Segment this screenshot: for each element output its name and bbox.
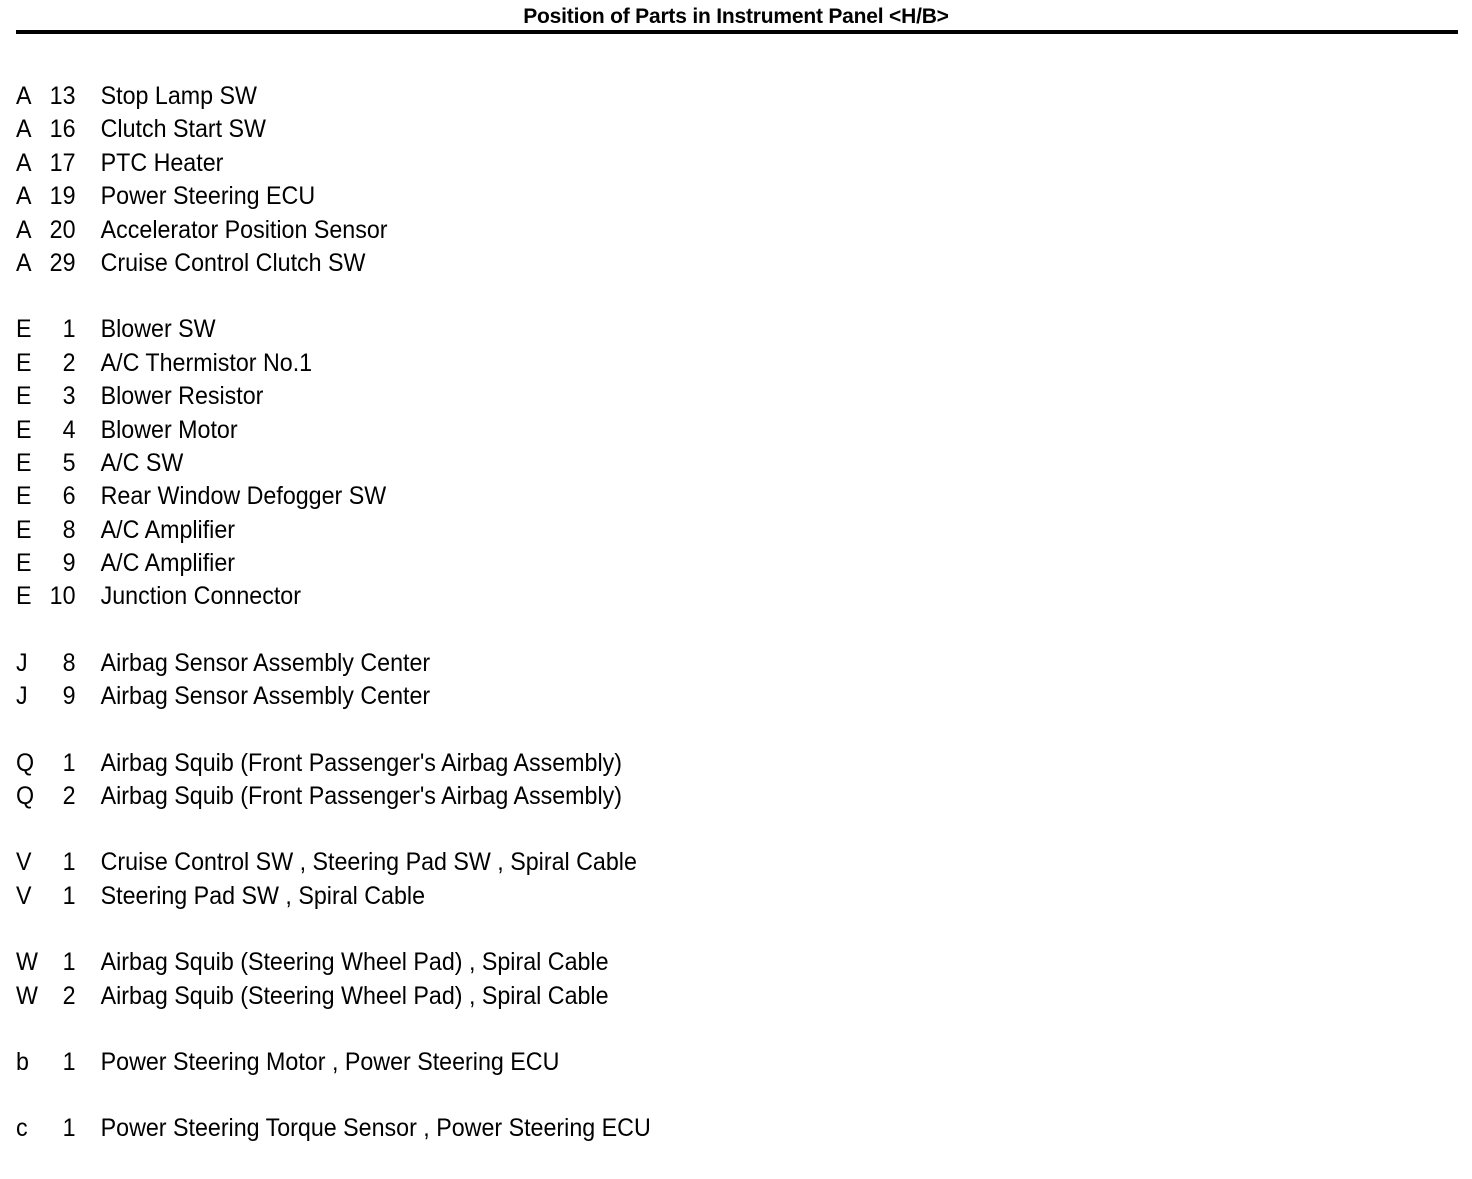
connector-code: A [16, 182, 32, 211]
connector-number: 8 [62, 515, 76, 544]
part-name: Power Steering ECU [100, 182, 316, 211]
connector-number: 5 [62, 448, 76, 477]
part-row [16, 313, 1318, 346]
part-name: Blower Resistor [100, 382, 264, 411]
parts-group [16, 80, 1416, 280]
part-row [16, 846, 1318, 879]
part-name: Clutch Start SW [100, 115, 267, 144]
part-name: Accelerator Position Sensor [100, 215, 388, 244]
connector-number: 2 [62, 981, 76, 1010]
connector-number: 6 [62, 482, 76, 511]
part-name: Junction Connector [100, 582, 301, 611]
part-row [16, 380, 1318, 413]
connector-number: 1 [62, 881, 76, 910]
part-row [16, 347, 1318, 380]
connector-code: E [16, 382, 32, 411]
part-name: Stop Lamp SW [100, 82, 258, 110]
part-name: A/C Amplifier [100, 515, 236, 544]
parts-group [16, 747, 1416, 814]
connector-number: 1 [62, 948, 76, 977]
part-row [16, 1112, 1318, 1145]
connector-number: 9 [62, 549, 76, 578]
part-row [16, 647, 1318, 680]
connector-code: W [16, 948, 38, 977]
connector-number: 20 [49, 215, 76, 244]
part-name: Steering Pad SW , Spiral Cable [100, 881, 425, 910]
connector-number: 1 [62, 315, 76, 344]
connector-code: b [16, 1047, 29, 1076]
parts-group [16, 313, 1416, 614]
connector-number: 10 [49, 582, 76, 611]
connector-code: A [16, 115, 32, 144]
connector-code: E [16, 582, 32, 611]
parts-group [16, 1046, 1416, 1079]
connector-number: 16 [49, 115, 76, 144]
part-row [16, 247, 1318, 280]
part-row [16, 180, 1318, 213]
connector-number: 2 [62, 348, 76, 377]
connector-number: 13 [49, 82, 76, 110]
connector-number: 3 [62, 382, 76, 411]
connector-number: 29 [49, 248, 76, 277]
title-divider [16, 30, 1458, 34]
part-name: Cruise Control SW , Steering Pad SW , Spiral Cable [100, 848, 637, 877]
connector-number: 1 [62, 748, 76, 777]
parts-group [16, 946, 1416, 1013]
part-row [16, 113, 1318, 146]
part-row [16, 946, 1318, 979]
part-row [16, 980, 1318, 1013]
connector-code: A [16, 215, 32, 244]
connector-code: A [16, 248, 32, 277]
connector-code: J [16, 682, 28, 711]
part-name: Airbag Sensor Assembly Center [100, 682, 431, 711]
part-name: Rear Window Defogger SW [100, 482, 387, 511]
part-name: Power Steering Torque Sensor , Power Steering ECU [100, 1114, 651, 1143]
part-name: A/C Thermistor No.1 [100, 348, 313, 377]
connector-number: 1 [62, 1114, 76, 1143]
connector-code: V [16, 881, 32, 910]
connector-code: E [16, 482, 32, 511]
part-name: Airbag Squib (Front Passenger's Airbag Assembly) [100, 782, 622, 811]
connector-number: 4 [62, 415, 76, 444]
connector-code: E [16, 315, 32, 344]
connector-number: 9 [62, 682, 76, 711]
part-name: Cruise Control Clutch SW [100, 248, 366, 277]
connector-number: 19 [49, 182, 76, 211]
connector-code: A [16, 148, 32, 177]
part-name: Airbag Squib (Steering Wheel Pad) , Spiral Cable [100, 948, 609, 977]
part-row [16, 147, 1318, 180]
part-name: Airbag Squib (Front Passenger's Airbag Assembly) [100, 748, 622, 777]
part-row [16, 214, 1318, 247]
connector-number: 2 [62, 782, 76, 811]
connector-code: W [16, 981, 38, 1010]
part-row [16, 480, 1318, 513]
connector-code: J [16, 648, 28, 677]
connector-number: 1 [62, 1047, 76, 1076]
connector-code: A [16, 82, 32, 110]
part-row [16, 1046, 1318, 1079]
parts-group [16, 846, 1416, 913]
part-name: Airbag Sensor Assembly Center [100, 648, 431, 677]
part-row [16, 80, 1318, 113]
parts-group [16, 1112, 1416, 1145]
part-row [16, 880, 1318, 913]
part-row [16, 447, 1318, 480]
part-row [16, 780, 1318, 813]
part-name: Blower Motor [100, 415, 238, 444]
part-name: Blower SW [100, 315, 216, 344]
connector-code: V [16, 848, 32, 877]
parts-group [16, 647, 1416, 714]
part-name: A/C SW [100, 448, 184, 477]
part-row [16, 514, 1318, 547]
part-row [16, 580, 1318, 613]
part-row [16, 747, 1318, 780]
connector-code: c [16, 1114, 28, 1143]
connector-code: Q [16, 782, 35, 811]
connector-code: Q [16, 748, 35, 777]
connector-code: E [16, 448, 32, 477]
connector-number: 1 [62, 848, 76, 877]
part-name: PTC Heater [100, 148, 224, 177]
page-title: Position of Parts in Instrument Panel <H/B> [523, 5, 949, 28]
part-name: A/C Amplifier [100, 549, 236, 578]
connector-number: 8 [62, 648, 76, 677]
part-name: Power Steering Motor , Power Steering ECU [100, 1047, 560, 1076]
connector-number: 17 [49, 148, 76, 177]
part-row [16, 414, 1318, 447]
part-row [16, 547, 1318, 580]
connector-code: E [16, 515, 32, 544]
connector-code: E [16, 348, 32, 377]
part-row [16, 680, 1318, 713]
parts-list [16, 80, 1416, 1179]
connector-code: E [16, 415, 32, 444]
part-name: Airbag Squib (Steering Wheel Pad) , Spiral Cable [100, 981, 609, 1010]
connector-code: E [16, 549, 32, 578]
